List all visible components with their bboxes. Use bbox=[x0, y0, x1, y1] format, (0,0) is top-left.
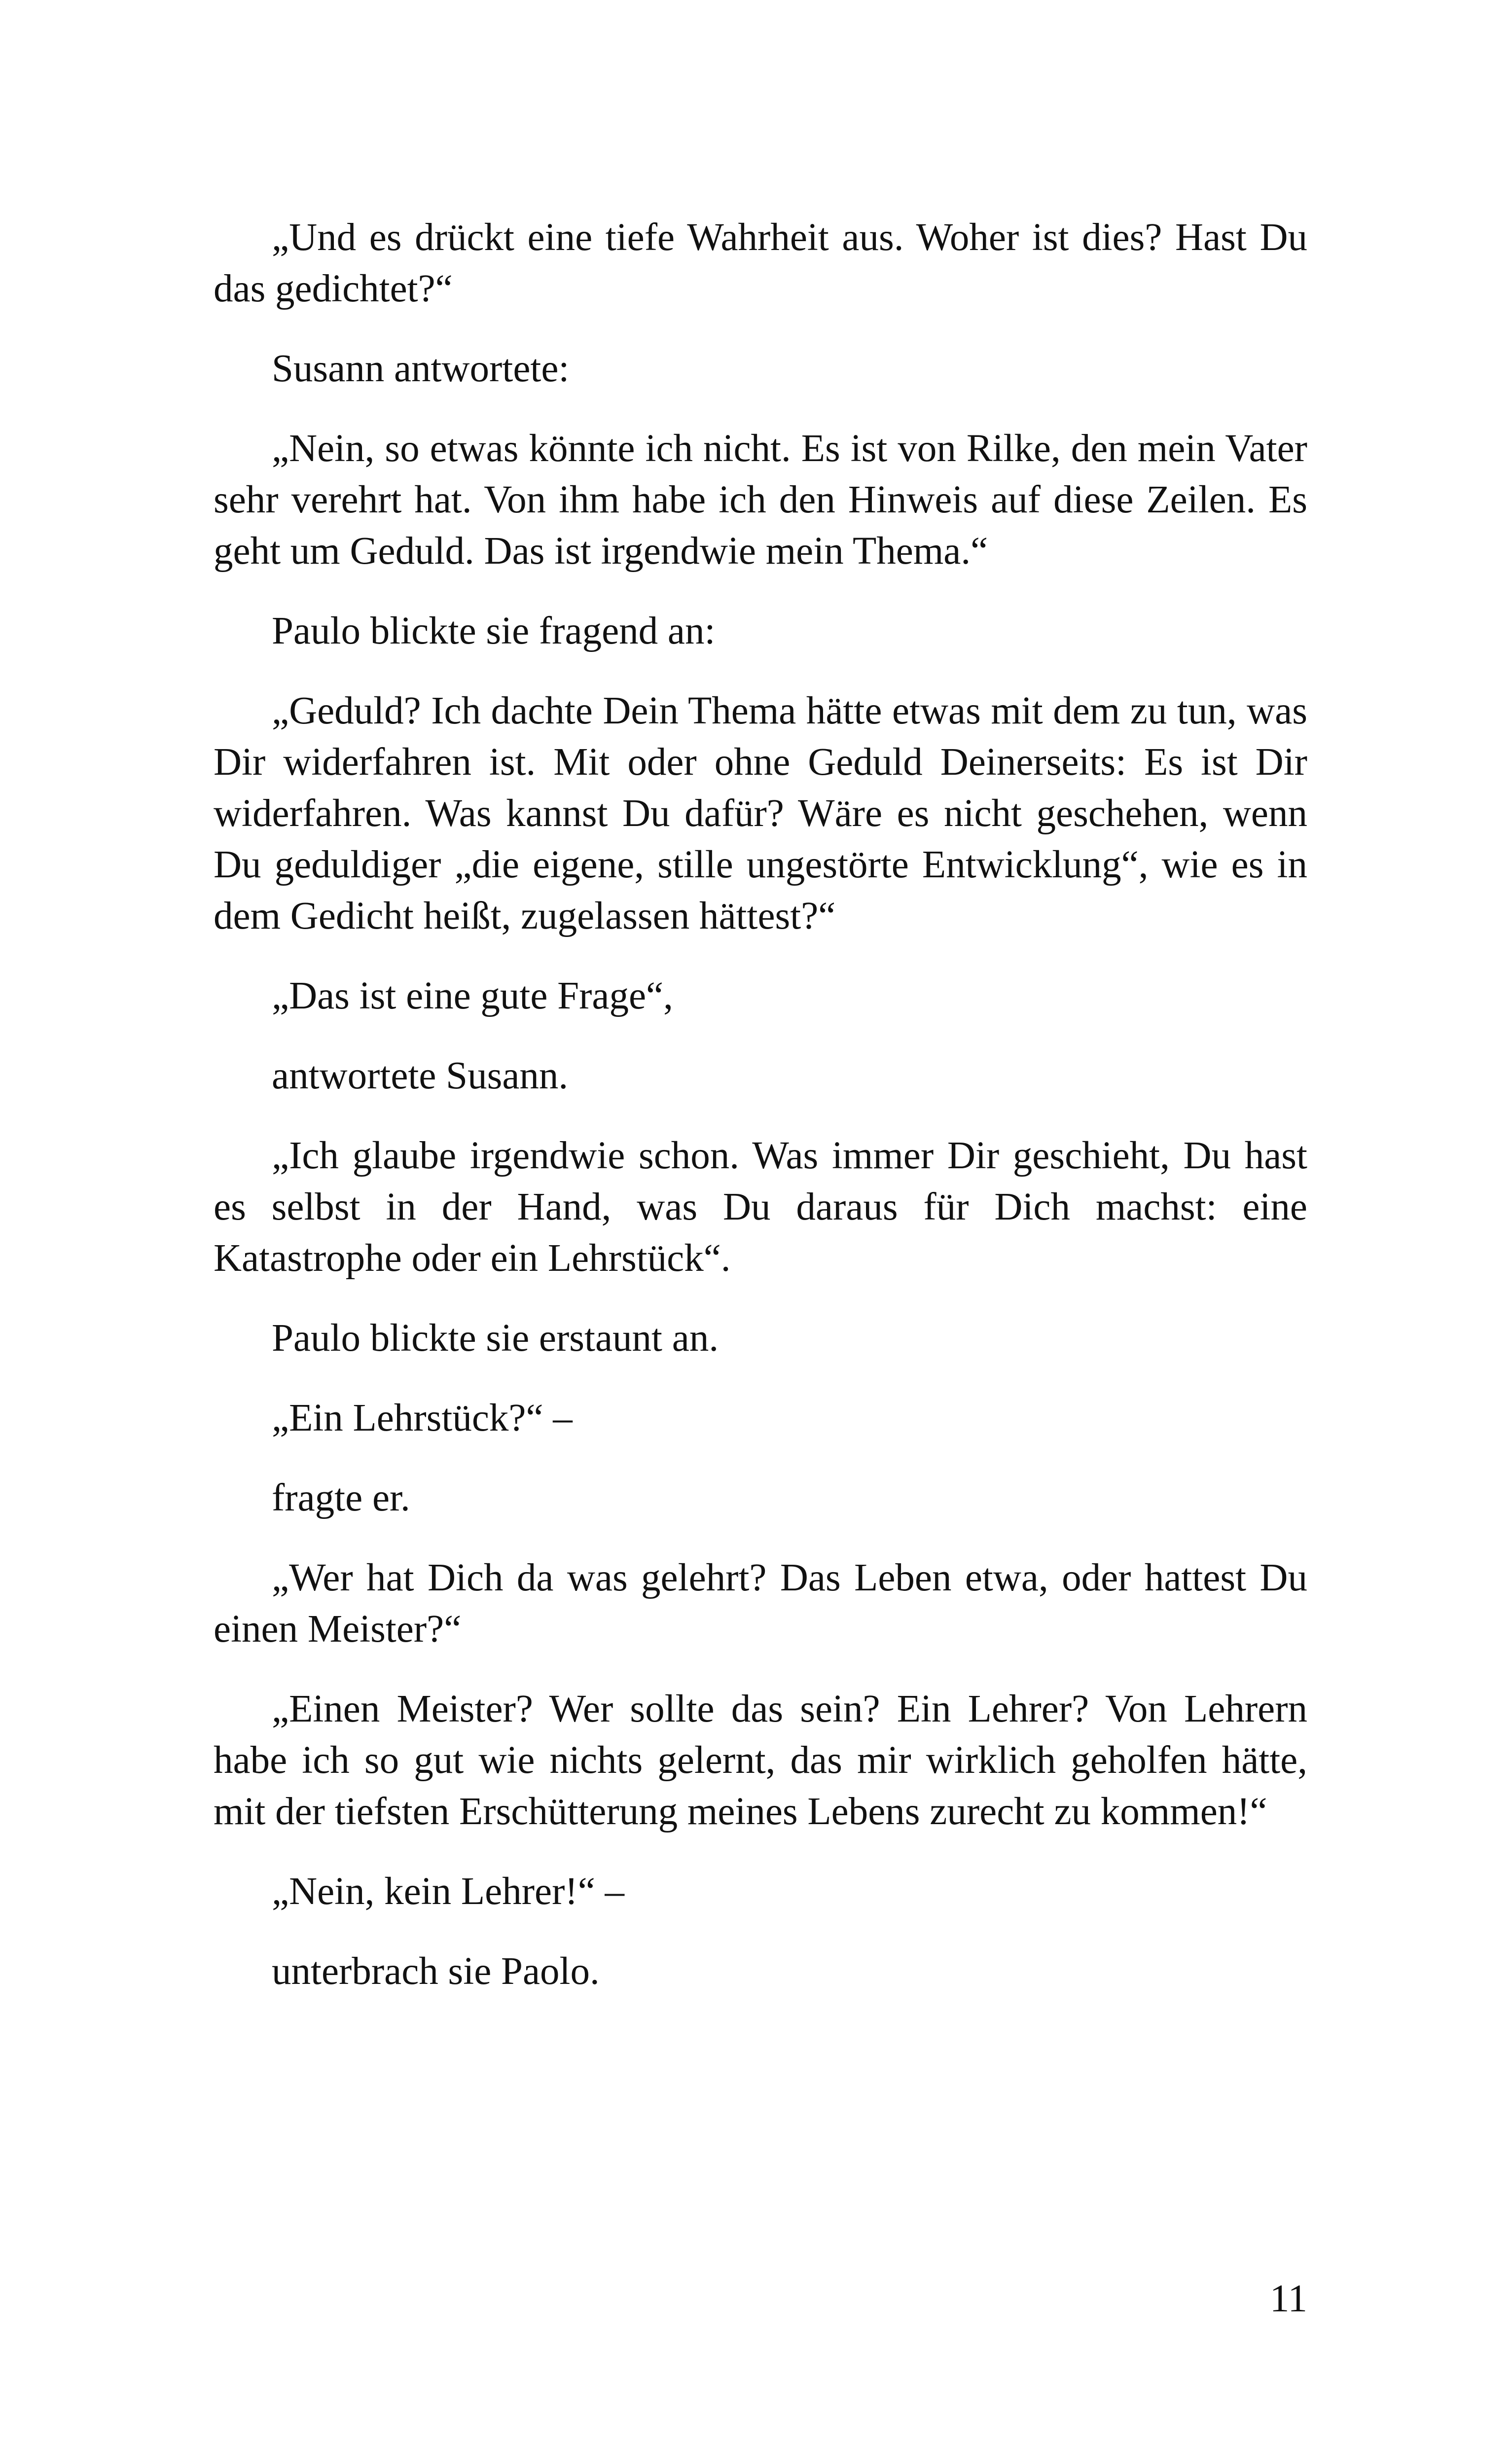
paragraph: „Einen Meister? Wer sollte das sein? Ein Lehrer? Von Lehrern habe ich so gut wie nichts gelernt, das mir wirklich geholfen hätte, mit der tiefsten Erschütterung meines Lebens zurecht zu kommen!“ bbox=[214, 1688, 1307, 1833]
paragraph: „Wer hat Dich da was gelehrt? Das Leben etwa, oder hattest Du einen Meister?“ bbox=[214, 1556, 1307, 1651]
paragraph: „Und es drückt eine tiefe Wahrheit aus. Woher ist dies? Hast Du das gedichtet?“ bbox=[214, 216, 1307, 310]
paragraph: „Geduld? Ich dachte Dein Thema hätte etwas mit dem zu tun, was Dir widerfahren ist. Mit oder ohne Geduld Deinerseits: Es ist Dir widerfahren. Was kannst Du dafür? Wäre es nicht geschehen, wenn Du geduldiger „die eigene, stille ungestörte Entwicklung“, wie es in dem Gedicht heißt, zugelassen hättest?“ bbox=[214, 689, 1307, 937]
body-text bbox=[214, 212, 1307, 2026]
paragraph: „Ich glaube irgendwie schon. Was immer Dir geschieht, Du hast es selbst in der Hand, was Du daraus für Dich machst: eine Katastrophe oder ein Lehrstück“. bbox=[214, 1134, 1307, 1280]
paragraph: Susann antwortete: bbox=[272, 347, 570, 390]
paragraph: „Das ist eine gute Frage“, bbox=[272, 974, 673, 1017]
paragraph: Paulo blickte sie fragend an: bbox=[272, 610, 716, 652]
paragraph: Paulo blickte sie erstaunt an. bbox=[272, 1317, 719, 1360]
page-number: 11 bbox=[1269, 2277, 1307, 2320]
paragraph: fragte er. bbox=[272, 1476, 410, 1519]
paragraph: unterbrach sie Paolo. bbox=[272, 1950, 600, 1993]
paragraph: „Nein, so etwas könnte ich nicht. Es ist von Rilke, den mein Vater sehr verehrt hat. Von ihm habe ich den Hinweis auf diese Zeilen. Es geht um Geduld. Das ist irgendwie mein Thema.“ bbox=[214, 427, 1307, 573]
paragraph: „Nein, kein Lehrer!“ – bbox=[272, 1870, 625, 1913]
paragraph: antwortete Susann. bbox=[272, 1054, 569, 1097]
paragraph: „Ein Lehrstück?“ – bbox=[272, 1397, 573, 1439]
